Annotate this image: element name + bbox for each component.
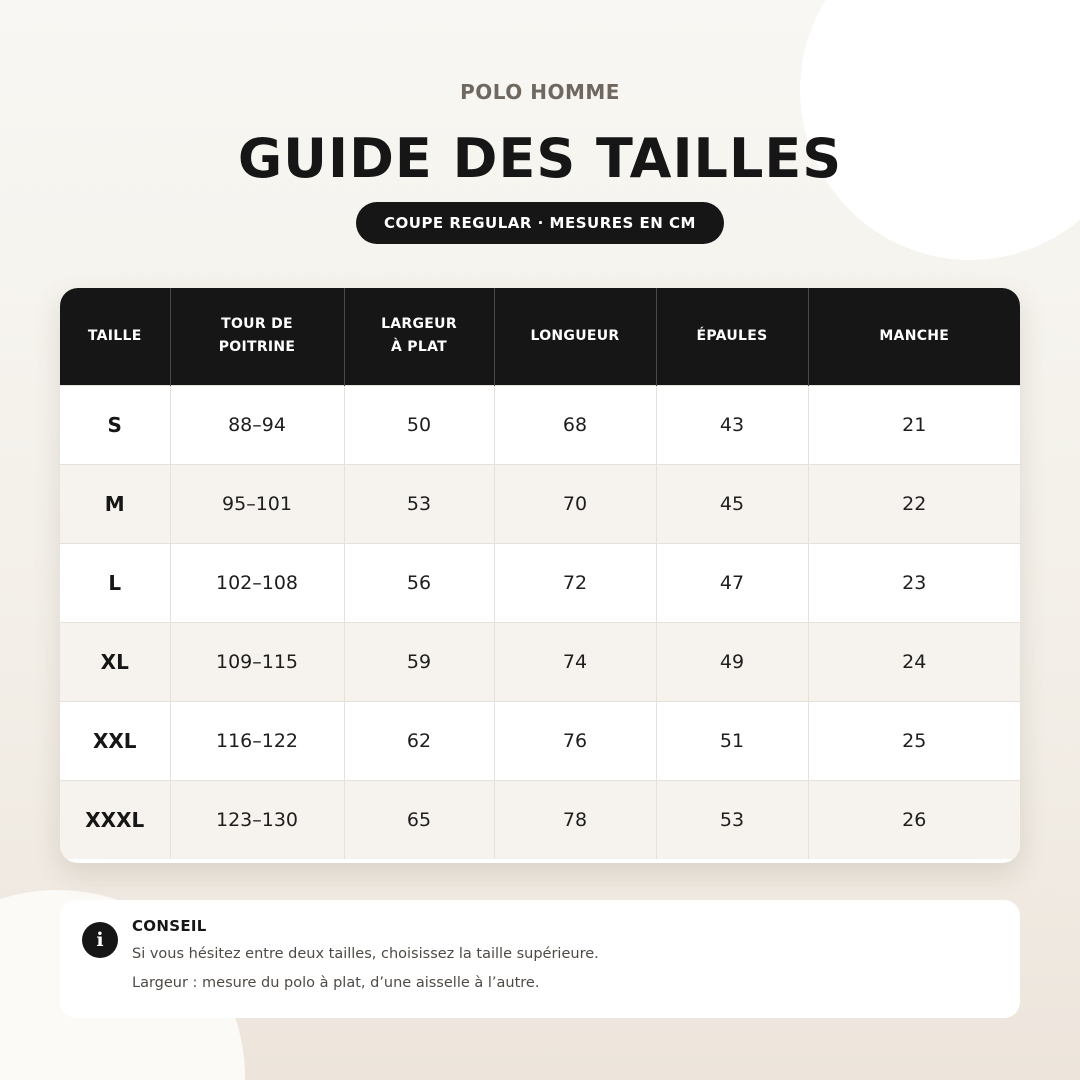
size-cell: XXL [60,701,170,780]
width-cell: 50 [344,385,494,464]
length-cell: 76 [494,701,656,780]
shoulders-cell: 51 [656,701,808,780]
width-cell: 53 [344,464,494,543]
size-table-card [60,288,1020,863]
table-row [60,701,1020,780]
sleeve-cell: 23 [808,543,1020,622]
table-row [60,543,1020,622]
chest-cell: 88–94 [170,385,344,464]
size-cell: S [60,385,170,464]
width-cell: 59 [344,622,494,701]
table-row [60,464,1020,543]
column-header-shoulders: ÉPAULES [656,288,808,385]
product-label: POLO HOMME [460,80,620,104]
shoulders-cell: 49 [656,622,808,701]
chest-cell: 109–115 [170,622,344,701]
column-header-sleeve: MANCHE [808,288,1020,385]
column-header-length: LONGUEUR [494,288,656,385]
size-cell: XL [60,622,170,701]
sleeve-cell: 25 [808,701,1020,780]
tip-text-advice: Si vous hésitez entre deux tailles, choisissez la taille supérieure. [132,946,599,962]
length-cell: 74 [494,622,656,701]
shoulders-cell: 43 [656,385,808,464]
table-row [60,385,1020,464]
fit-badge: COUPE REGULAR · MESURES EN CM [356,202,724,244]
column-header-size: TAILLE [60,288,170,385]
chest-cell: 95–101 [170,464,344,543]
page-title: GUIDE DES TAILLES [237,127,843,190]
tip-title: CONSEIL [132,917,207,935]
size-cell: L [60,543,170,622]
length-cell: 78 [494,780,656,859]
sleeve-cell: 21 [808,385,1020,464]
size-table [60,288,1020,859]
tip-card [60,900,1020,1018]
table-header-row [60,288,1020,385]
column-header-chest: TOUR DE POITRINE [170,288,344,385]
sleeve-cell: 24 [808,622,1020,701]
shoulders-cell: 45 [656,464,808,543]
size-cell: XXXL [60,780,170,859]
chest-cell: 116–122 [170,701,344,780]
length-cell: 72 [494,543,656,622]
column-header-width: LARGEUR À PLAT [344,288,494,385]
width-cell: 62 [344,701,494,780]
width-cell: 56 [344,543,494,622]
length-cell: 68 [494,385,656,464]
info-icon: i [82,922,118,958]
width-cell: 65 [344,780,494,859]
table-row [60,780,1020,859]
sleeve-cell: 22 [808,464,1020,543]
length-cell: 70 [494,464,656,543]
chest-cell: 102–108 [170,543,344,622]
size-cell: M [60,464,170,543]
chest-cell: 123–130 [170,780,344,859]
tip-text-width-definition: Largeur : mesure du polo à plat, d’une aisselle à l’autre. [132,975,540,991]
table-row [60,622,1020,701]
sleeve-cell: 26 [808,780,1020,859]
shoulders-cell: 47 [656,543,808,622]
shoulders-cell: 53 [656,780,808,859]
